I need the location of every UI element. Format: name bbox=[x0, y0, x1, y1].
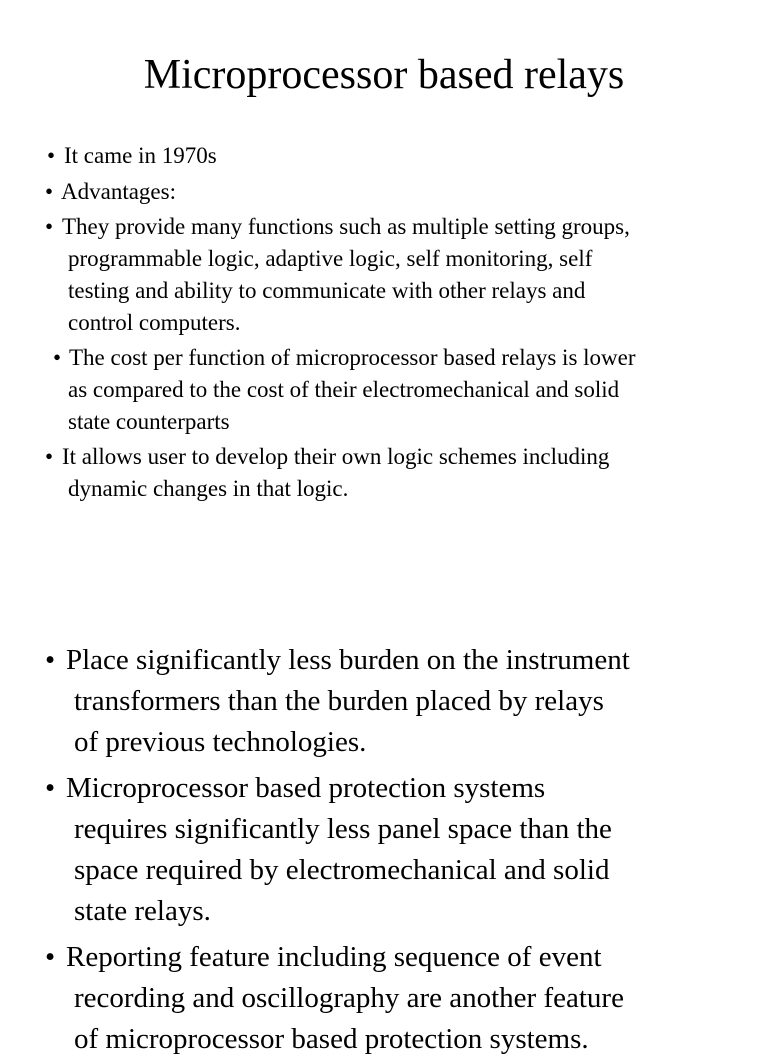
list-item bbox=[0, 176, 768, 208]
item-line: dynamic changes in that logic. bbox=[68, 476, 349, 501]
advantages-list bbox=[0, 140, 768, 505]
item-line: of previous technologies. bbox=[74, 726, 367, 758]
item-line: Reporting feature including sequence of event bbox=[66, 941, 602, 973]
bullet-icon: • bbox=[45, 214, 54, 239]
item-line: testing and ability to communicate with other relays and bbox=[68, 278, 586, 303]
item-line: Advantages: bbox=[61, 179, 176, 204]
list-item bbox=[0, 441, 768, 505]
list-item bbox=[0, 342, 768, 438]
bullet-icon: • bbox=[45, 644, 56, 676]
list-item bbox=[0, 937, 768, 1060]
item-line: as compared to the cost of their electromechanical and solid bbox=[68, 377, 620, 402]
item-line: of microprocessor based protection systems. bbox=[74, 1023, 589, 1055]
item-line: It came in 1970s bbox=[64, 143, 217, 168]
item-line: state relays. bbox=[74, 895, 211, 927]
list-item bbox=[0, 768, 768, 932]
item-line: Place significantly less burden on the instrument bbox=[66, 644, 630, 676]
item-line: Microprocessor based protection systems bbox=[66, 772, 546, 804]
item-line: It allows user to develop their own logic schemes including bbox=[62, 444, 610, 469]
item-line: space required by electromechanical and solid bbox=[74, 854, 610, 886]
bullet-icon: • bbox=[45, 941, 56, 973]
bullet-icon: • bbox=[45, 179, 54, 204]
item-line: transformers than the burden placed by relays bbox=[74, 685, 604, 717]
list-item bbox=[0, 140, 768, 172]
page-title: Microprocessor based relays bbox=[143, 52, 625, 98]
item-line: requires significantly less panel space than the bbox=[74, 813, 612, 845]
bullet-icon: • bbox=[53, 345, 62, 370]
item-line: control computers. bbox=[68, 310, 241, 335]
item-line: programmable logic, adaptive logic, self monitoring, self bbox=[68, 246, 593, 271]
list-item bbox=[0, 211, 768, 339]
bullet-icon: • bbox=[47, 143, 56, 168]
bullet-icon: • bbox=[45, 444, 54, 469]
item-line: The cost per function of microprocessor based relays is lower bbox=[69, 345, 636, 370]
bullet-icon: • bbox=[45, 772, 56, 804]
list-item bbox=[0, 640, 768, 763]
item-line: recording and oscillography are another feature bbox=[74, 982, 624, 1014]
benefits-list bbox=[0, 640, 768, 1060]
item-line: They provide many functions such as multiple setting groups, bbox=[62, 214, 630, 239]
item-line: state counterparts bbox=[68, 409, 230, 434]
